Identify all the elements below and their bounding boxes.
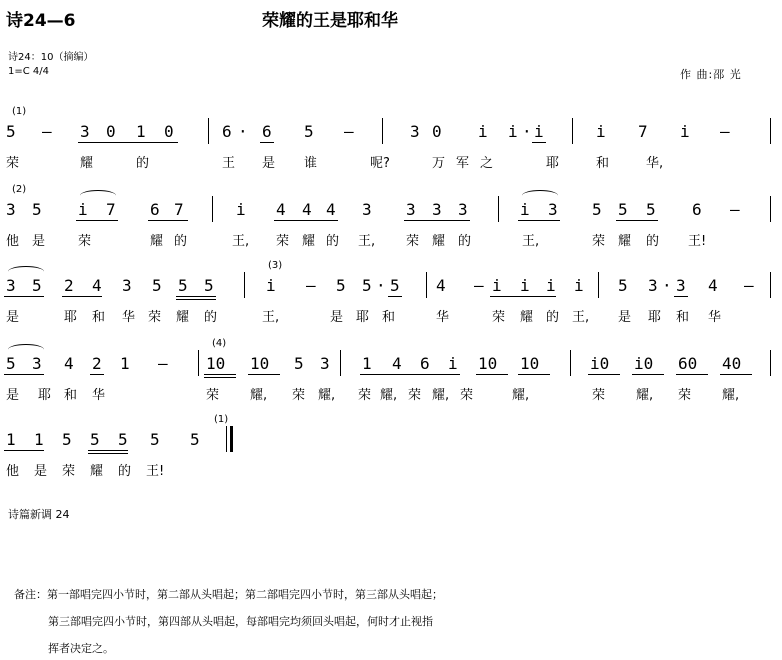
note: 5 <box>190 430 200 449</box>
barline <box>426 272 427 298</box>
staff-system-1 <box>0 106 782 176</box>
note: 6 <box>262 122 272 141</box>
note: i <box>680 122 690 141</box>
note: i <box>448 354 458 373</box>
lyric: 之 <box>480 156 494 171</box>
lyric: 荣 <box>408 388 422 403</box>
barline <box>212 196 213 222</box>
note: · <box>522 122 532 141</box>
collection-name: 诗篇新调 24 <box>8 508 70 521</box>
beam-underline <box>148 220 188 221</box>
lyric: 耀, <box>722 388 740 403</box>
final-barline-thin <box>226 426 227 452</box>
lyric: 耀 <box>176 310 190 325</box>
note: 10 <box>478 354 498 373</box>
note: 3 <box>362 200 372 219</box>
lyric: 和 <box>676 310 690 325</box>
remark-line-3: 挥者决定之。 <box>48 642 114 655</box>
note: · <box>376 276 386 295</box>
note: 6 <box>150 200 160 219</box>
beam-underline <box>616 220 658 221</box>
note: 3 <box>548 200 558 219</box>
note: i <box>520 200 530 219</box>
song-number: 诗24—6 <box>6 11 76 31</box>
note: – <box>744 276 754 295</box>
lyric: 王! <box>688 234 707 249</box>
barline <box>770 350 771 376</box>
lyric: 耶 <box>64 310 78 325</box>
lyric: 荣 <box>592 234 606 249</box>
barline <box>340 350 341 376</box>
note: 3 <box>122 276 132 295</box>
final-barline-thick <box>230 426 233 452</box>
lyric: 耀 <box>150 234 164 249</box>
lyric: 他 <box>6 234 20 249</box>
lyric: 华 <box>122 310 136 325</box>
lyric: 的 <box>458 234 472 249</box>
lyric: 耀, <box>432 388 450 403</box>
beam-underline <box>204 374 236 375</box>
note: – <box>42 122 52 141</box>
note: 5 <box>6 354 16 373</box>
lyric: 的 <box>136 156 150 171</box>
lyric: 是 <box>330 310 344 325</box>
note: 3 <box>406 200 416 219</box>
lyric: 耶 <box>546 156 560 171</box>
note: 3 <box>6 276 16 295</box>
lyric: 王, <box>358 234 376 249</box>
lyric: 荣 <box>358 388 372 403</box>
note: i <box>596 122 606 141</box>
note: 3 <box>648 276 658 295</box>
lyric: 荣 <box>6 156 20 171</box>
beam-underline <box>676 374 708 375</box>
lyric: 荣 <box>406 234 420 249</box>
note: 6 <box>692 200 702 219</box>
staff-system-3 <box>0 260 782 330</box>
beam-underline <box>388 296 402 297</box>
note: 4 <box>64 354 74 373</box>
lyric: 谁 <box>304 156 318 171</box>
staff-system-5 <box>0 414 782 484</box>
note: 5 <box>62 430 72 449</box>
note: 40 <box>722 354 742 373</box>
note: i <box>508 122 518 141</box>
lyric: 王, <box>572 310 590 325</box>
note: – <box>306 276 316 295</box>
slur-mark <box>8 344 44 355</box>
beam-underline <box>588 374 620 375</box>
note: i0 <box>634 354 654 373</box>
lyric: 和 <box>92 310 106 325</box>
lyric: 华, <box>646 156 664 171</box>
note: 3 <box>432 200 442 219</box>
lyric: 荣 <box>276 234 290 249</box>
note: 4 <box>436 276 446 295</box>
note: – <box>720 122 730 141</box>
lyric: 耀 <box>432 234 446 249</box>
lyric: 耀 <box>80 156 94 171</box>
lyric: 耀, <box>636 388 654 403</box>
section-mark: (4) <box>212 338 227 349</box>
lyric: 的 <box>174 234 188 249</box>
staff-system-2 <box>0 184 782 254</box>
note: 3 <box>458 200 468 219</box>
note: – <box>730 200 740 219</box>
section-mark: (2) <box>12 184 27 195</box>
note: 4 <box>326 200 336 219</box>
lyric: 王! <box>146 464 165 479</box>
lyric: 是 <box>262 156 276 171</box>
beam-underline <box>476 374 508 375</box>
barline <box>770 118 771 144</box>
note: – <box>474 276 484 295</box>
note: 10 <box>520 354 540 373</box>
lyric: 是 <box>618 310 632 325</box>
lyric: 荣 <box>592 388 606 403</box>
note: i <box>478 122 488 141</box>
lyric: 的 <box>204 310 218 325</box>
beam-underline <box>88 450 128 451</box>
note: 5 <box>592 200 602 219</box>
lyric: 华 <box>436 310 450 325</box>
lyric: 荣 <box>78 234 92 249</box>
section-mark: (1) <box>12 106 27 117</box>
beam-underline <box>4 374 44 375</box>
note: 3 <box>676 276 686 295</box>
note: 1 <box>136 122 146 141</box>
beam-underline <box>674 296 688 297</box>
note: 0 <box>432 122 442 141</box>
note: 0 <box>106 122 116 141</box>
note: 5 <box>204 276 214 295</box>
beam-underline <box>518 374 550 375</box>
section-mark: (1) <box>214 414 229 425</box>
remark-line-1: 备注：第一部唱完四小节时，第二部从头唱起；第二部唱完四小节时，第三部从头唱起； <box>14 588 443 601</box>
note: 5 <box>32 276 42 295</box>
lyric: 华 <box>92 388 106 403</box>
note: – <box>344 122 354 141</box>
lyric: 耀 <box>618 234 632 249</box>
note: 5 <box>336 276 346 295</box>
note: i <box>78 200 88 219</box>
note: 5 <box>32 200 42 219</box>
note: 1 <box>120 354 130 373</box>
note: i <box>492 276 502 295</box>
lyric: 和 <box>64 388 78 403</box>
beam-underline <box>490 296 556 297</box>
beam-underline <box>4 450 44 451</box>
beam-underline <box>204 377 236 378</box>
lyric: 荣 <box>460 388 474 403</box>
note: 6 <box>222 122 232 141</box>
beam-underline <box>88 453 128 454</box>
lyric: 王 <box>222 156 236 171</box>
key-signature: 1=C 4/4 <box>8 66 49 77</box>
note: 4 <box>708 276 718 295</box>
composer: 作 曲:邵 光 <box>680 68 742 81</box>
note: i <box>266 276 276 295</box>
note: 1 <box>6 430 16 449</box>
lyric: 是 <box>32 234 46 249</box>
beam-underline <box>720 374 752 375</box>
note: 5 <box>646 200 656 219</box>
barline <box>570 350 571 376</box>
note: 3 <box>80 122 90 141</box>
note: 3 <box>410 122 420 141</box>
note: 5 <box>294 354 304 373</box>
beam-underline <box>4 296 44 297</box>
lyric: 的 <box>646 234 660 249</box>
note: 5 <box>118 430 128 449</box>
beam-underline <box>632 374 664 375</box>
barline <box>598 272 599 298</box>
note: 60 <box>678 354 698 373</box>
beam-underline <box>78 142 178 143</box>
note: 3 <box>32 354 42 373</box>
note: 5 <box>178 276 188 295</box>
note: 5 <box>618 200 628 219</box>
note: 2 <box>92 354 102 373</box>
note: 1 <box>34 430 44 449</box>
lyric: 王, <box>232 234 250 249</box>
beam-underline <box>76 220 118 221</box>
note: 2 <box>64 276 74 295</box>
beam-underline <box>518 220 560 221</box>
note: 7 <box>106 200 116 219</box>
remark-line-2: 第三部唱完四小节时，第四部从头唱起，每部唱完均须回头唱起，何时才止视指 <box>48 615 433 628</box>
note: 3 <box>6 200 16 219</box>
note: i <box>574 276 584 295</box>
note: 10 <box>206 354 226 373</box>
lyric: 耀 <box>302 234 316 249</box>
lyric: 和 <box>382 310 396 325</box>
note: 6 <box>420 354 430 373</box>
staff-system-4 <box>0 338 782 408</box>
barline <box>572 118 573 144</box>
note: 10 <box>250 354 270 373</box>
barline <box>498 196 499 222</box>
note: 5 <box>152 276 162 295</box>
lyric: 万 <box>432 156 446 171</box>
note: i <box>546 276 556 295</box>
section-mark: (3) <box>268 260 283 271</box>
lyric: 耀, <box>250 388 268 403</box>
note: 4 <box>92 276 102 295</box>
note: – <box>158 354 168 373</box>
barline <box>770 196 771 222</box>
beam-underline <box>260 142 274 143</box>
note: 3 <box>320 354 330 373</box>
beam-underline <box>360 374 460 375</box>
lyric: 耶 <box>38 388 52 403</box>
scripture-source: 诗24：10（摘编） <box>8 52 94 63</box>
lyric: 是 <box>6 310 20 325</box>
lyric: 他 <box>6 464 20 479</box>
beam-underline <box>62 296 102 297</box>
lyric: 是 <box>6 388 20 403</box>
lyric: 荣 <box>206 388 220 403</box>
note: 4 <box>276 200 286 219</box>
lyric: 的 <box>326 234 340 249</box>
lyric: 王, <box>522 234 540 249</box>
note: · <box>662 276 672 295</box>
slur-mark <box>522 190 558 201</box>
lyric: 荣 <box>678 388 692 403</box>
note: i <box>534 122 544 141</box>
note: 7 <box>174 200 184 219</box>
lyric: 荣 <box>492 310 506 325</box>
note: 5 <box>618 276 628 295</box>
slur-mark <box>80 190 116 201</box>
lyric: 荣 <box>148 310 162 325</box>
lyric: 是 <box>34 464 48 479</box>
lyric: 耶 <box>356 310 370 325</box>
note: 5 <box>390 276 400 295</box>
beam-underline <box>274 220 338 221</box>
note: 5 <box>304 122 314 141</box>
note: i <box>236 200 246 219</box>
beam-underline <box>532 142 546 143</box>
note: 5 <box>362 276 372 295</box>
lyric: 耀, <box>380 388 398 403</box>
note: 5 <box>90 430 100 449</box>
barline <box>198 350 199 376</box>
song-title: 荣耀的王是耶和华 <box>262 11 398 31</box>
beam-underline <box>176 296 216 297</box>
lyric: 耀, <box>318 388 336 403</box>
note: 0 <box>164 122 174 141</box>
barline <box>208 118 209 144</box>
note: 4 <box>392 354 402 373</box>
lyric: 和 <box>596 156 610 171</box>
note: 7 <box>638 122 648 141</box>
note: 1 <box>362 354 372 373</box>
note: · <box>238 122 248 141</box>
note: 4 <box>302 200 312 219</box>
lyric: 军 <box>456 156 470 171</box>
lyric: 的 <box>546 310 560 325</box>
lyric: 的 <box>118 464 132 479</box>
note: 5 <box>6 122 16 141</box>
note: i <box>520 276 530 295</box>
lyric: 呢? <box>370 156 390 171</box>
beam-underline <box>248 374 280 375</box>
lyric: 荣 <box>292 388 306 403</box>
lyric: 耶 <box>648 310 662 325</box>
lyric: 耀 <box>520 310 534 325</box>
slur-mark <box>8 266 44 277</box>
barline <box>382 118 383 144</box>
lyric: 荣 <box>62 464 76 479</box>
beam-underline <box>404 220 470 221</box>
beam-underline <box>90 374 104 375</box>
lyric: 华 <box>708 310 722 325</box>
lyric: 耀, <box>512 388 530 403</box>
barline <box>244 272 245 298</box>
beam-underline <box>176 299 216 300</box>
note: i0 <box>590 354 610 373</box>
note: 5 <box>150 430 160 449</box>
lyric: 耀 <box>90 464 104 479</box>
barline <box>770 272 771 298</box>
lyric: 王, <box>262 310 280 325</box>
